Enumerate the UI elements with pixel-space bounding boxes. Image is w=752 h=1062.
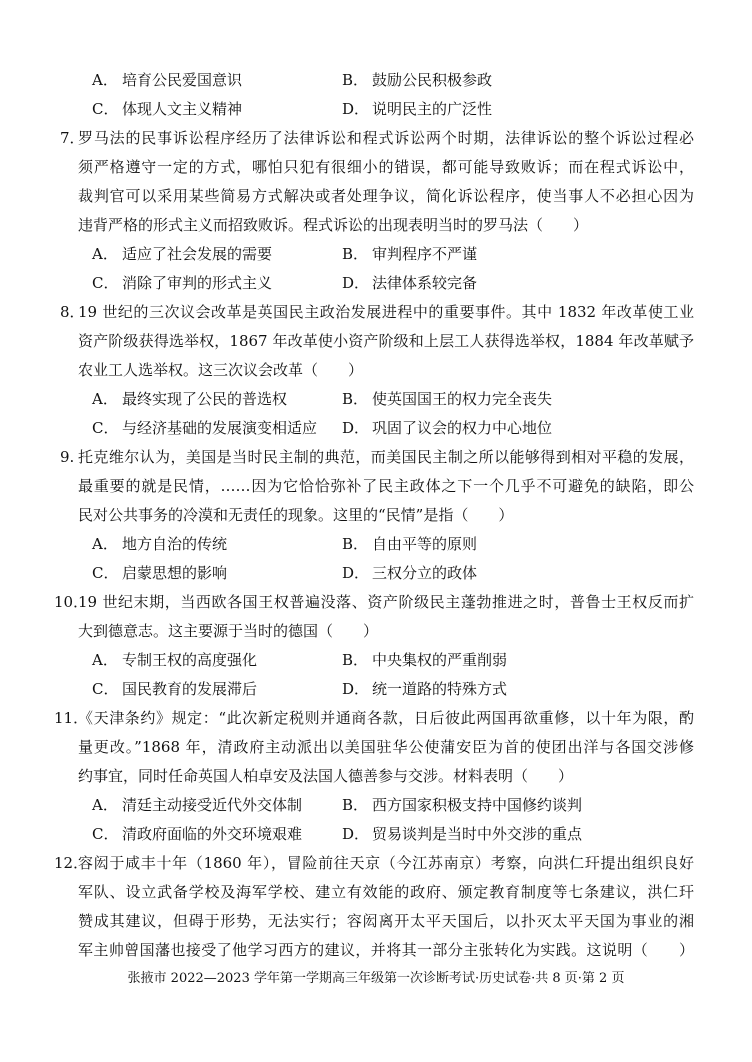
q6-option-a: A． 培育公民爱国意识	[92, 71, 243, 89]
q11-stem-line-1: 《天津条约》规定：“此次新定税则并通商各款，日后彼此两国再欲重修，以十年为限，酌	[78, 709, 694, 727]
q11-option-c: C． 清政府面临的外交环境艰难	[92, 825, 303, 843]
q12-stem-line-1: 容闳于咸丰十年（1860 年），冒险前往天京（今江苏南京）考察，向洪仁玕提出组织良好	[78, 854, 694, 872]
q7-option-c: C． 消除了审判的形式主义	[92, 274, 273, 292]
q8-stem-line-2: 资产阶级获得选举权，1867 年改革使小资产阶级和上层工人获得选举权，1884 年改革赋予	[78, 332, 694, 350]
q11-option-b: B． 西方国家积极支持中国修约谈判	[342, 796, 583, 814]
q9-option-b: B． 自由平等的原则	[342, 535, 478, 553]
q8-stem-line-1: 19 世纪的三次议会改革是英国民主政治发展进程中的重要事件。其中 1832 年改革使工业	[78, 303, 694, 321]
q8-option-d: D． 巩固了议会的权力中心地位	[342, 419, 553, 437]
q8-option-c: C． 与经济基础的发展演变相适应	[92, 419, 318, 437]
q10-number: 10．	[54, 593, 89, 611]
q12-number: 12．	[54, 854, 89, 872]
q9-option-c: C． 启蒙思想的影响	[92, 564, 228, 582]
q10-option-a: A． 专制王权的高度强化	[92, 651, 258, 669]
q12-stem-line-4: 军主帅曾国藩也接受了他学习西方的建议，并将其一部分主张转化为实践。这说明（ ）	[78, 941, 694, 959]
q7-option-a: A． 适应了社会发展的需要	[92, 245, 273, 263]
q6-option-b: B． 鼓励公民积极参政	[342, 71, 493, 89]
q9-option-a: A． 地方自治的传统	[92, 535, 228, 553]
q11-option-d: D． 贸易谈判是当时中外交涉的重点	[342, 825, 583, 843]
q11-stem-line-3: 约事宜，同时任命英国人柏卓安及法国人德善参与交涉。材料表明（ ）	[78, 767, 574, 785]
q7-option-d: D． 法律体系较完备	[342, 274, 478, 292]
q11-number: 11．	[54, 709, 89, 727]
q7-number: 7．	[60, 129, 85, 147]
q9-stem-line-3: 民对公共事务的冷漠和无责任的现象。这里的“民情”是指（ ）	[78, 506, 514, 524]
q9-stem-line-1: 托克维尔认为，美国是当时民主制的典范，而美国民主制之所以能够得到相对平稳的发展，	[78, 448, 694, 466]
q7-stem-line-4: 违背严格的形式主义而招致败诉。程式诉讼的出现表明当时的罗马法（ ）	[78, 216, 589, 234]
page-footer: 张掖市 2022—2023 学年第一学期高三年级第一次诊断考试·历史试卷·共 8 页·第 2 页	[127, 971, 625, 986]
q9-number: 9.	[60, 448, 75, 466]
q6-option-c: C． 体现人文主义精神	[92, 100, 243, 118]
q7-option-b: B． 审判程序不严谨	[342, 245, 478, 263]
q10-option-d: D． 统一道路的特殊方式	[342, 680, 508, 698]
q8-stem-line-3: 农业工人选举权。这三次议会改革（ ）	[78, 361, 364, 379]
q8-option-a: A． 最终实现了公民的普选权	[92, 390, 288, 408]
q7-stem-line-1: 罗马法的民事诉讼程序经历了法律诉讼和程式诉讼两个时期，法律诉讼的整个诉讼过程必	[78, 129, 694, 147]
q7-stem-line-2: 须严格遵守一定的方式，哪怕只犯有很细小的错误，都可能导致败诉；而在程式诉讼中，	[78, 158, 694, 176]
q11-option-a: A． 清廷主动接受近代外交体制	[92, 796, 303, 814]
q6-option-d: D． 说明民主的广泛性	[342, 100, 493, 118]
q10-option-b: B． 中央集权的严重削弱	[342, 651, 508, 669]
q10-stem-line-1: 19 世纪末期，当西欧各国王权普遍没落、资产阶级民主蓬勃推进之时，普鲁士王权反而扩	[78, 593, 694, 611]
q8-option-b: B． 使英国国王的权力完全丧失	[342, 390, 553, 408]
q9-option-d: D． 三权分立的政体	[342, 564, 478, 582]
q7-stem-line-3: 裁判官可以采用某些简易方式解决或者处理争议，简化诉讼程序，使当事人不必担心因为	[78, 187, 694, 205]
q10-stem-line-2: 大到德意志。这主要源于当时的德国（ ）	[78, 622, 379, 640]
q8-number: 8．	[60, 303, 85, 321]
q10-option-c: C． 国民教育的发展滞后	[92, 680, 258, 698]
q11-stem-line-2: 量更改。”1868 年，清政府主动派出以美国驻华公使蒲安臣为首的使团出洋与各国交涉修	[78, 738, 694, 756]
q12-stem-line-3: 赞成其建议，但碍于形势，无法实行；容闳离开太平天国后，以扑灭太平天国为事业的湘	[78, 912, 694, 930]
q9-stem-line-2: 最重要的就是民情，……因为它恰恰弥补了民主政体之下一个几乎不可避免的缺陷，即公	[78, 477, 694, 495]
q12-stem-line-2: 军队、设立武备学校及海军学校、建立有效能的政府、颁定教育制度等七条建议，洪仁玕	[78, 883, 694, 901]
